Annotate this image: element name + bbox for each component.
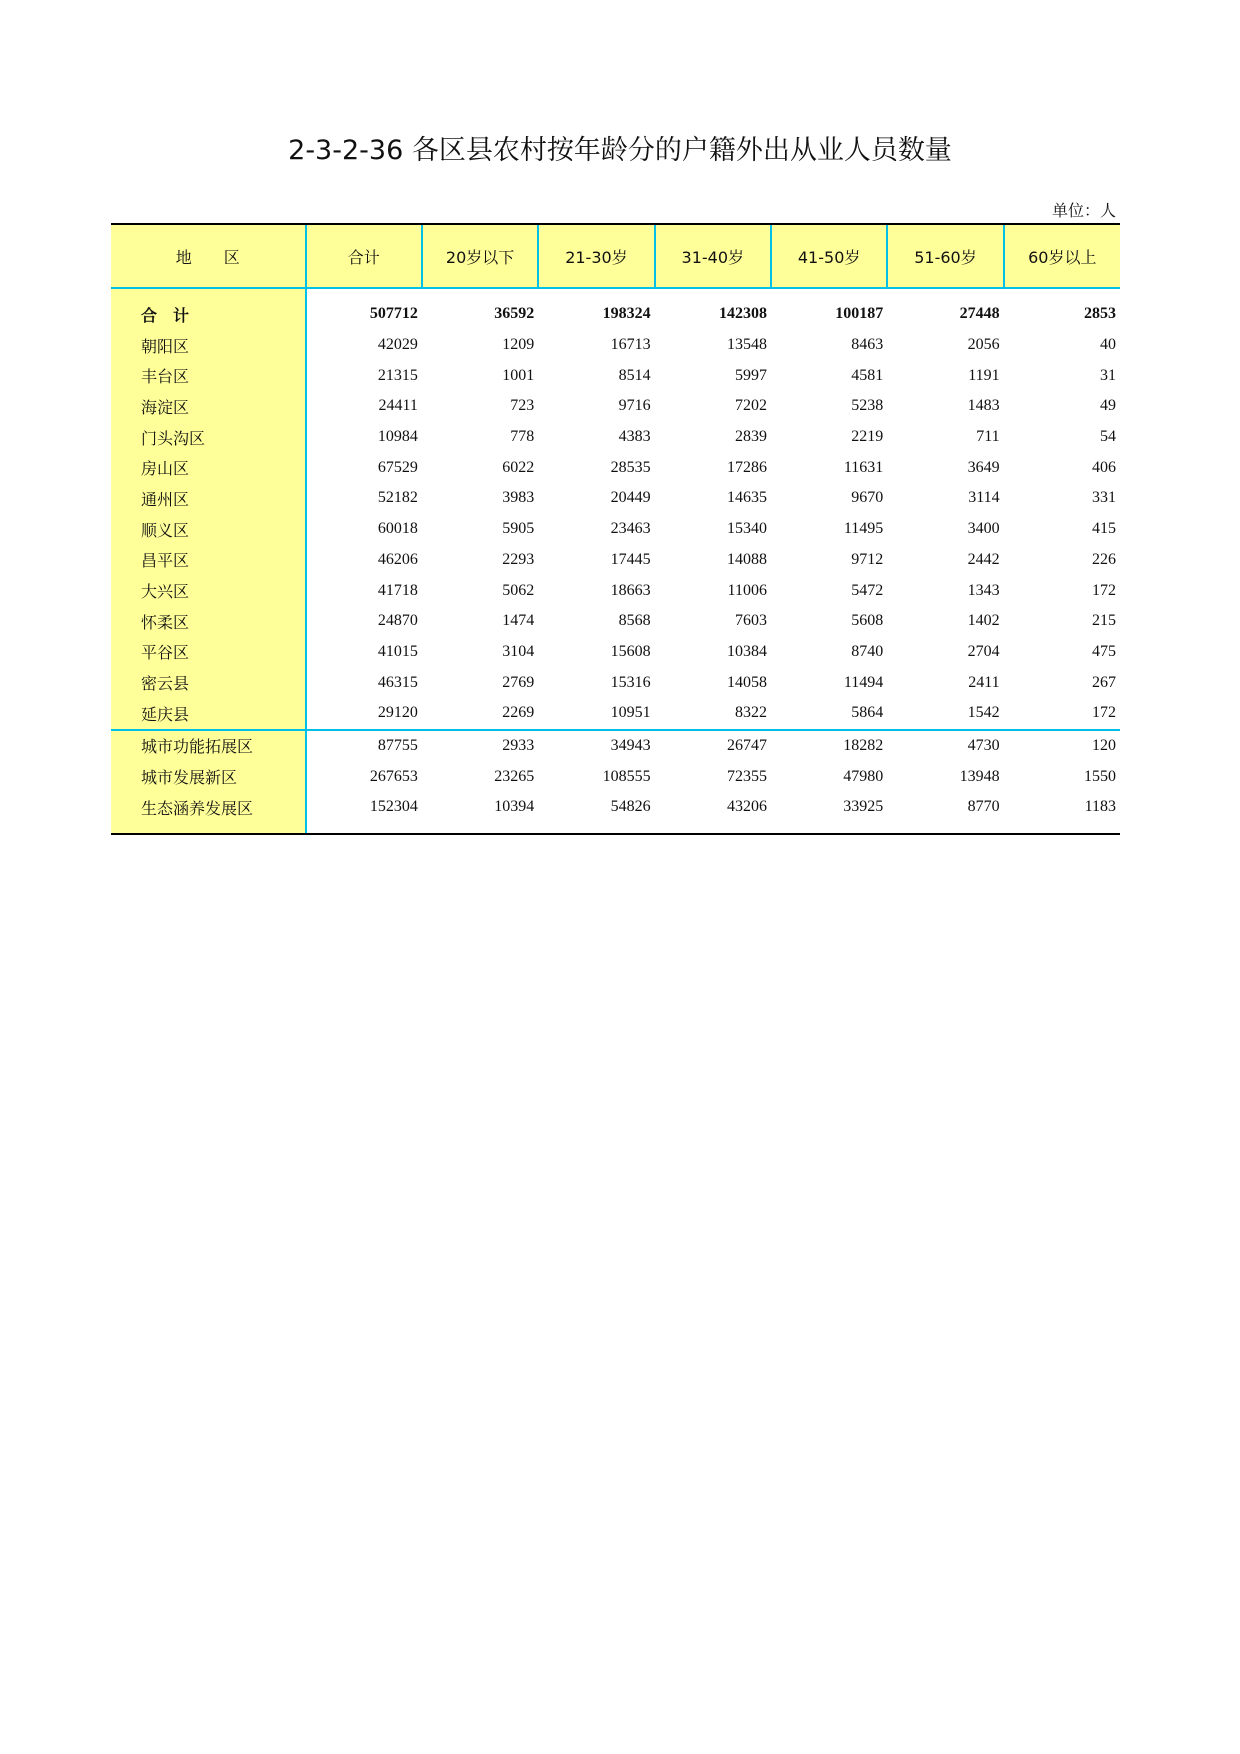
- cell-value: 108555: [602, 767, 651, 785]
- cell-value: 778: [510, 428, 535, 446]
- cell-value: 226: [1092, 550, 1116, 568]
- cell-value: 6022: [502, 458, 535, 476]
- column-header: 地 区: [111, 224, 306, 288]
- table-row: [111, 667, 1120, 698]
- cell-value: 15316: [610, 673, 651, 691]
- cell-value: 1402: [967, 612, 1000, 630]
- cell-value: 20449: [610, 489, 651, 507]
- cell-value: 7603: [734, 612, 767, 630]
- cell-value: 1209: [502, 336, 535, 354]
- cell-value: 28535: [610, 458, 651, 476]
- cell-value: 41718: [377, 581, 418, 599]
- cell-value: 4581: [851, 366, 884, 384]
- cell-value: 10951: [610, 704, 651, 722]
- cell-value: 711: [976, 428, 1000, 446]
- table-row: [111, 792, 1120, 834]
- cell-value: 5608: [851, 612, 884, 630]
- cell-value: 406: [1092, 458, 1116, 476]
- cell-value: 8568: [618, 612, 651, 630]
- cell-value: 5905: [502, 520, 535, 538]
- cell-value: 46206: [377, 550, 418, 568]
- cell-value: 120: [1004, 730, 1120, 762]
- region-name: 门头沟区: [111, 422, 306, 453]
- cell-value: 2411: [968, 673, 1000, 691]
- table-row: [111, 483, 1120, 514]
- cell-value: 267653: [369, 767, 418, 785]
- cell-value: 15340: [726, 520, 767, 538]
- cell-value: 72355: [726, 767, 767, 785]
- cell-value: 8514: [618, 366, 651, 384]
- table-row: [111, 698, 1120, 730]
- cell-value: 17286: [726, 458, 767, 476]
- cell-value: 1550: [1084, 767, 1116, 785]
- cell-value: 13548: [726, 336, 767, 354]
- region-name: 生态涵养发展区: [111, 792, 306, 834]
- page-title: 2-3-2-36 各区县农村按年龄分的户籍外出从业人员数量: [288, 135, 952, 166]
- cell-value: 54: [1100, 428, 1116, 446]
- cell-value: 267: [1092, 673, 1116, 691]
- region-name: 合 计: [111, 288, 306, 330]
- cell-value: 14088: [726, 550, 767, 568]
- region-name: 通州区: [111, 483, 306, 514]
- cell-value: 2704: [967, 642, 1000, 660]
- column-header: 60岁以上: [1004, 224, 1120, 288]
- cell-value: 54826: [538, 792, 654, 834]
- region-name: 昌平区: [111, 545, 306, 576]
- cell-value: 52182: [377, 489, 418, 507]
- cell-value: 8770: [887, 792, 1003, 834]
- cell-value: 475: [1092, 642, 1116, 660]
- cell-value: 67529: [377, 458, 418, 476]
- cell-value: 9670: [851, 489, 884, 507]
- table-row: [111, 391, 1120, 422]
- table-row: [111, 360, 1120, 391]
- cell-value: 1191: [968, 366, 1000, 384]
- cell-value: 1001: [502, 366, 535, 384]
- cell-value: 11494: [843, 673, 884, 691]
- cell-value: 142308: [718, 305, 767, 323]
- cell-value: 2933: [422, 730, 538, 762]
- cell-value: 10394: [422, 792, 538, 834]
- cell-value: 16713: [610, 336, 651, 354]
- cell-value: 11495: [843, 520, 884, 538]
- cell-value: 14058: [726, 673, 767, 691]
- cell-value: 152304: [306, 792, 422, 834]
- cell-value: 331: [1092, 489, 1116, 507]
- cell-value: 415: [1092, 520, 1116, 538]
- region-name: 海淀区: [111, 391, 306, 422]
- cell-value: 10384: [726, 642, 767, 660]
- total-row: [111, 288, 1120, 330]
- region-name: 顺义区: [111, 514, 306, 545]
- column-header: 31-40岁: [655, 224, 771, 288]
- cell-value: 2269: [502, 704, 535, 722]
- cell-value: 100187: [835, 305, 884, 323]
- cell-value: 18663: [610, 581, 651, 599]
- cell-value: 8322: [734, 704, 767, 722]
- cell-value: 43206: [655, 792, 771, 834]
- cell-value: 3983: [502, 489, 535, 507]
- cell-value: 87755: [306, 730, 422, 762]
- cell-value: 13948: [959, 767, 1000, 785]
- table-row: [111, 452, 1120, 483]
- cell-value: 17445: [610, 550, 651, 568]
- cell-value: 215: [1092, 612, 1116, 630]
- table-row: [111, 606, 1120, 637]
- cell-value: 27448: [959, 305, 1000, 323]
- cell-value: 5864: [851, 704, 884, 722]
- table-row: [111, 575, 1120, 606]
- cell-value: 60018: [377, 520, 418, 538]
- column-header: 41-50岁: [771, 224, 887, 288]
- cell-value: 2442: [967, 550, 1000, 568]
- cell-value: 11631: [843, 458, 884, 476]
- cell-value: 172: [1092, 581, 1116, 599]
- cell-value: 3400: [967, 520, 1000, 538]
- cell-value: 34943: [538, 730, 654, 762]
- cell-value: 3114: [968, 489, 1000, 507]
- cell-value: 1542: [967, 704, 1000, 722]
- cell-value: 2853: [1084, 305, 1116, 323]
- region-name: 朝阳区: [111, 330, 306, 361]
- region-name: 平谷区: [111, 637, 306, 668]
- column-header: 20岁以下: [422, 224, 538, 288]
- region-name: 密云县: [111, 667, 306, 698]
- table-row: [111, 637, 1120, 668]
- cell-value: 18282: [771, 730, 887, 762]
- region-name: 大兴区: [111, 575, 306, 606]
- data-table: [111, 223, 1120, 835]
- cell-value: 14635: [726, 489, 767, 507]
- cell-value: 36592: [494, 305, 535, 323]
- cell-value: 15608: [610, 642, 651, 660]
- cell-value: 5062: [502, 581, 535, 599]
- cell-value: 2769: [502, 673, 535, 691]
- cell-value: 4383: [618, 428, 651, 446]
- cell-value: 29120: [377, 704, 418, 722]
- cell-value: 33925: [771, 792, 887, 834]
- cell-value: 2219: [851, 428, 884, 446]
- cell-value: 47980: [843, 767, 884, 785]
- cell-value: 10984: [377, 428, 418, 446]
- region-name: 丰台区: [111, 360, 306, 391]
- cell-value: 2293: [502, 550, 535, 568]
- cell-value: 172: [1092, 704, 1116, 722]
- cell-value: 723: [510, 397, 535, 415]
- region-name: 房山区: [111, 452, 306, 483]
- cell-value: 41015: [377, 642, 418, 660]
- cell-value: 3104: [502, 642, 535, 660]
- cell-value: 198324: [602, 305, 651, 323]
- cell-value: 7202: [734, 397, 767, 415]
- cell-value: 42029: [377, 336, 418, 354]
- cell-value: 2056: [967, 336, 1000, 354]
- cell-value: 9716: [618, 397, 651, 415]
- cell-value: 5472: [851, 581, 884, 599]
- region-name: 城市发展新区: [111, 761, 306, 792]
- cell-value: 8463: [851, 336, 884, 354]
- table-row: [111, 514, 1120, 545]
- cell-value: 46315: [377, 673, 418, 691]
- cell-value: 4730: [887, 730, 1003, 762]
- header-row: [111, 224, 1120, 288]
- cell-value: 1343: [967, 581, 1000, 599]
- table-row: [111, 761, 1120, 792]
- cell-value: 26747: [655, 730, 771, 762]
- cell-value: 1483: [967, 397, 1000, 415]
- cell-value: 1474: [502, 612, 535, 630]
- column-header: 21-30岁: [538, 224, 654, 288]
- cell-value: 1183: [1004, 792, 1120, 834]
- table-row: [111, 730, 1120, 762]
- region-name: 城市功能拓展区: [111, 730, 306, 762]
- cell-value: 49: [1100, 397, 1116, 415]
- table-row: [111, 422, 1120, 453]
- cell-value: 40: [1100, 336, 1116, 354]
- region-name: 延庆县: [111, 698, 306, 730]
- cell-value: 9712: [851, 550, 884, 568]
- cell-value: 5238: [851, 397, 884, 415]
- table-row: [111, 545, 1120, 576]
- table-row: [111, 330, 1120, 361]
- cell-value: 2839: [734, 428, 767, 446]
- cell-value: 31: [1100, 366, 1116, 384]
- column-header: 合计: [306, 224, 422, 288]
- cell-value: 21315: [377, 366, 418, 384]
- cell-value: 23265: [494, 767, 535, 785]
- cell-value: 24870: [377, 612, 418, 630]
- cell-value: 5997: [734, 366, 767, 384]
- cell-value: 23463: [610, 520, 651, 538]
- cell-value: 8740: [851, 642, 884, 660]
- column-header: 51-60岁: [887, 224, 1003, 288]
- cell-value: 24411: [378, 397, 418, 415]
- cell-value: 11006: [727, 581, 767, 599]
- cell-value: 3649: [967, 458, 1000, 476]
- unit-label: 单位：人: [1051, 201, 1116, 220]
- region-name: 怀柔区: [111, 606, 306, 637]
- cell-value: 507712: [369, 305, 418, 323]
